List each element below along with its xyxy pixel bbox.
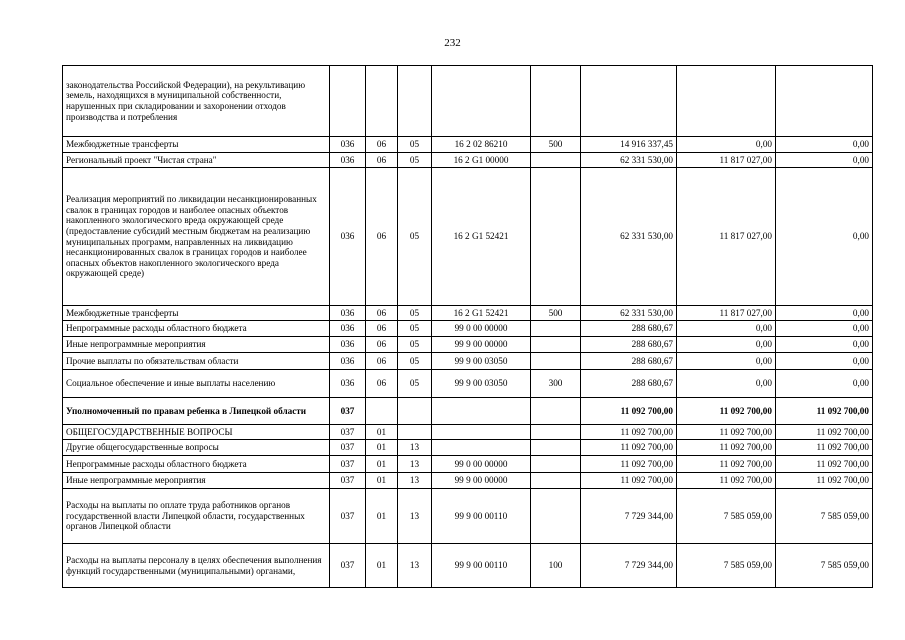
cell-name: Иные непрограммные мероприятия xyxy=(63,337,330,353)
cell-section: 01 xyxy=(366,456,398,473)
cell-target-article: 99 9 00 03050 xyxy=(432,370,531,398)
cell-section: 01 xyxy=(366,440,398,456)
cell-sum-year-3: 0,00 xyxy=(776,337,873,353)
cell-name: законодательства Российской Федерации), на рекультивацию земель, находящихся в муниципальной собственности, нарушенных при складировании и захоронении отходов производства и потребления xyxy=(63,66,330,137)
cell-sum-year-1: 62 331 530,00 xyxy=(581,153,677,168)
cell-subsection: 13 xyxy=(398,440,432,456)
cell-sum-year-1: 288 680,67 xyxy=(581,370,677,398)
budget-table xyxy=(62,65,873,588)
cell-name: Расходы на выплаты персоналу в целях обеспечения выполнения функций государственными (муниципальными) органами, xyxy=(63,544,330,588)
cell-target-article: 99 9 00 00000 xyxy=(432,473,531,489)
cell-admin-code: 037 xyxy=(330,489,366,544)
cell-sum-year-3: 0,00 xyxy=(776,137,873,153)
cell-name: Непрограммные расходы областного бюджета xyxy=(63,456,330,473)
cell-sum-year-3: 0,00 xyxy=(776,153,873,168)
cell-subsection: 13 xyxy=(398,456,432,473)
cell-name: Другие общегосударственные вопросы xyxy=(63,440,330,456)
cell-sum-year-2: 11 092 700,00 xyxy=(677,440,776,456)
table-body xyxy=(63,66,873,588)
cell-sum-year-3: 11 092 700,00 xyxy=(776,425,873,440)
cell-sum-year-2: 11 092 700,00 xyxy=(677,473,776,489)
cell-sum-year-1: 288 680,67 xyxy=(581,353,677,370)
cell-admin-code: 037 xyxy=(330,473,366,489)
cell-target-article: 99 9 00 00000 xyxy=(432,337,531,353)
cell-name: Межбюджетные трансферты xyxy=(63,306,330,321)
cell-sum-year-3: 0,00 xyxy=(776,370,873,398)
cell-target-article: 99 9 00 03050 xyxy=(432,353,531,370)
cell-sum-year-1: 62 331 530,00 xyxy=(581,168,677,306)
cell-sum-year-1 xyxy=(581,66,677,137)
cell-target-article xyxy=(432,398,531,425)
cell-subsection: 13 xyxy=(398,489,432,544)
cell-expense-kind xyxy=(531,440,581,456)
cell-sum-year-2: 11 817 027,00 xyxy=(677,306,776,321)
cell-target-article: 99 9 00 00110 xyxy=(432,544,531,588)
cell-admin-code: 036 xyxy=(330,321,366,337)
cell-expense-kind xyxy=(531,337,581,353)
cell-sum-year-2: 7 585 059,00 xyxy=(677,544,776,588)
cell-sum-year-3: 0,00 xyxy=(776,321,873,337)
cell-section xyxy=(366,398,398,425)
cell-sum-year-2: 11 092 700,00 xyxy=(677,398,776,425)
cell-admin-code: 036 xyxy=(330,137,366,153)
cell-subsection: 05 xyxy=(398,137,432,153)
cell-expense-kind xyxy=(531,353,581,370)
table-row xyxy=(63,370,873,398)
cell-expense-kind xyxy=(531,168,581,306)
cell-expense-kind xyxy=(531,489,581,544)
cell-target-article: 16 2 02 86210 xyxy=(432,137,531,153)
cell-name: Уполномоченный по правам ребенка в Липецкой области xyxy=(63,398,330,425)
cell-target-article xyxy=(432,66,531,137)
cell-section: 06 xyxy=(366,321,398,337)
table-row xyxy=(63,337,873,353)
cell-target-article: 16 2 G1 00000 xyxy=(432,153,531,168)
table-row xyxy=(63,168,873,306)
cell-section: 06 xyxy=(366,353,398,370)
table-row xyxy=(63,66,873,137)
cell-sum-year-2: 11 092 700,00 xyxy=(677,425,776,440)
table-row xyxy=(63,544,873,588)
cell-section: 01 xyxy=(366,473,398,489)
cell-admin-code: 037 xyxy=(330,398,366,425)
table-row xyxy=(63,489,873,544)
cell-name: Прочие выплаты по обязательствам области xyxy=(63,353,330,370)
cell-subsection: 05 xyxy=(398,370,432,398)
table-row xyxy=(63,398,873,425)
cell-section: 06 xyxy=(366,306,398,321)
cell-sum-year-1: 11 092 700,00 xyxy=(581,398,677,425)
cell-section: 01 xyxy=(366,425,398,440)
cell-admin-code: 036 xyxy=(330,370,366,398)
cell-name: Иные непрограммные мероприятия xyxy=(63,473,330,489)
cell-expense-kind: 500 xyxy=(531,306,581,321)
cell-sum-year-3: 7 585 059,00 xyxy=(776,544,873,588)
cell-target-article: 99 9 00 00110 xyxy=(432,489,531,544)
cell-target-article: 16 2 G1 52421 xyxy=(432,306,531,321)
cell-sum-year-2: 11 817 027,00 xyxy=(677,168,776,306)
table-row xyxy=(63,456,873,473)
cell-sum-year-3 xyxy=(776,66,873,137)
table-row xyxy=(63,353,873,370)
cell-sum-year-2: 0,00 xyxy=(677,321,776,337)
cell-sum-year-1: 11 092 700,00 xyxy=(581,456,677,473)
table-row xyxy=(63,440,873,456)
cell-sum-year-2: 0,00 xyxy=(677,353,776,370)
table-row xyxy=(63,425,873,440)
cell-sum-year-2: 7 585 059,00 xyxy=(677,489,776,544)
cell-sum-year-2: 11 092 700,00 xyxy=(677,456,776,473)
cell-sum-year-1: 62 331 530,00 xyxy=(581,306,677,321)
cell-sum-year-2: 0,00 xyxy=(677,337,776,353)
cell-sum-year-1: 11 092 700,00 xyxy=(581,440,677,456)
cell-section: 06 xyxy=(366,137,398,153)
cell-section: 06 xyxy=(366,153,398,168)
cell-expense-kind xyxy=(531,66,581,137)
cell-admin-code: 037 xyxy=(330,456,366,473)
cell-section: 06 xyxy=(366,168,398,306)
cell-section: 01 xyxy=(366,489,398,544)
cell-name: Межбюджетные трансферты xyxy=(63,137,330,153)
cell-sum-year-1: 288 680,67 xyxy=(581,321,677,337)
cell-section xyxy=(366,66,398,137)
cell-sum-year-3: 11 092 700,00 xyxy=(776,440,873,456)
table-row xyxy=(63,306,873,321)
cell-expense-kind xyxy=(531,153,581,168)
cell-admin-code xyxy=(330,66,366,137)
cell-subsection: 05 xyxy=(398,337,432,353)
cell-expense-kind: 100 xyxy=(531,544,581,588)
table-row xyxy=(63,473,873,489)
cell-admin-code: 036 xyxy=(330,168,366,306)
cell-sum-year-2: 11 817 027,00 xyxy=(677,153,776,168)
cell-admin-code: 036 xyxy=(330,353,366,370)
table-row xyxy=(63,137,873,153)
cell-expense-kind: 500 xyxy=(531,137,581,153)
cell-admin-code: 037 xyxy=(330,544,366,588)
cell-sum-year-3: 11 092 700,00 xyxy=(776,456,873,473)
cell-subsection: 05 xyxy=(398,153,432,168)
cell-subsection: 13 xyxy=(398,473,432,489)
cell-sum-year-2 xyxy=(677,66,776,137)
cell-expense-kind: 300 xyxy=(531,370,581,398)
table-row xyxy=(63,153,873,168)
cell-sum-year-3: 0,00 xyxy=(776,168,873,306)
cell-sum-year-1: 288 680,67 xyxy=(581,337,677,353)
cell-subsection xyxy=(398,425,432,440)
cell-expense-kind xyxy=(531,321,581,337)
cell-admin-code: 037 xyxy=(330,425,366,440)
cell-name: Непрограммные расходы областного бюджета xyxy=(63,321,330,337)
cell-subsection: 05 xyxy=(398,353,432,370)
cell-sum-year-1: 7 729 344,00 xyxy=(581,489,677,544)
cell-sum-year-3: 0,00 xyxy=(776,306,873,321)
cell-sum-year-2: 0,00 xyxy=(677,137,776,153)
cell-admin-code: 036 xyxy=(330,306,366,321)
cell-admin-code: 036 xyxy=(330,153,366,168)
cell-expense-kind xyxy=(531,456,581,473)
cell-name: Расходы на выплаты по оплате труда работников органов государственной власти Липецкой области, государственных органов Липецкой области xyxy=(63,489,330,544)
cell-subsection: 05 xyxy=(398,306,432,321)
cell-sum-year-1: 7 729 344,00 xyxy=(581,544,677,588)
cell-sum-year-3: 11 092 700,00 xyxy=(776,473,873,489)
cell-section: 06 xyxy=(366,370,398,398)
cell-section: 06 xyxy=(366,337,398,353)
cell-subsection: 13 xyxy=(398,544,432,588)
cell-expense-kind xyxy=(531,398,581,425)
cell-admin-code: 037 xyxy=(330,440,366,456)
cell-sum-year-3: 7 585 059,00 xyxy=(776,489,873,544)
cell-subsection: 05 xyxy=(398,168,432,306)
cell-sum-year-1: 11 092 700,00 xyxy=(581,473,677,489)
cell-name: Социальное обеспечение и иные выплаты населению xyxy=(63,370,330,398)
cell-admin-code: 036 xyxy=(330,337,366,353)
cell-name: Реализация мероприятий по ликвидации несанкционированных свалок в границах городов и наиболее опасных объектов накопленного экологического вреда окружающей среде (предоставление субсидий местным бюджетам на реализацию муниципальных программ, направленных на ликвидацию несанкционированных свалок в границах городов и наиболее опасных объектов накопленного экологического вреда окружающей среде) xyxy=(63,168,330,306)
cell-expense-kind xyxy=(531,425,581,440)
cell-subsection: 05 xyxy=(398,321,432,337)
cell-target-article xyxy=(432,425,531,440)
cell-target-article: 16 2 G1 52421 xyxy=(432,168,531,306)
cell-name: ОБЩЕГОСУДАРСТВЕННЫЕ ВОПРОСЫ xyxy=(63,425,330,440)
cell-sum-year-1: 14 916 337,45 xyxy=(581,137,677,153)
table-row xyxy=(63,321,873,337)
cell-section: 01 xyxy=(366,544,398,588)
page-number: 232 xyxy=(444,37,461,49)
cell-name: Региональный проект "Чистая страна" xyxy=(63,153,330,168)
cell-sum-year-2: 0,00 xyxy=(677,370,776,398)
cell-subsection xyxy=(398,398,432,425)
cell-subsection xyxy=(398,66,432,137)
cell-target-article xyxy=(432,440,531,456)
cell-sum-year-1: 11 092 700,00 xyxy=(581,425,677,440)
cell-expense-kind xyxy=(531,473,581,489)
cell-sum-year-3: 11 092 700,00 xyxy=(776,398,873,425)
cell-target-article: 99 0 00 00000 xyxy=(432,456,531,473)
cell-sum-year-3: 0,00 xyxy=(776,353,873,370)
cell-target-article: 99 0 00 00000 xyxy=(432,321,531,337)
